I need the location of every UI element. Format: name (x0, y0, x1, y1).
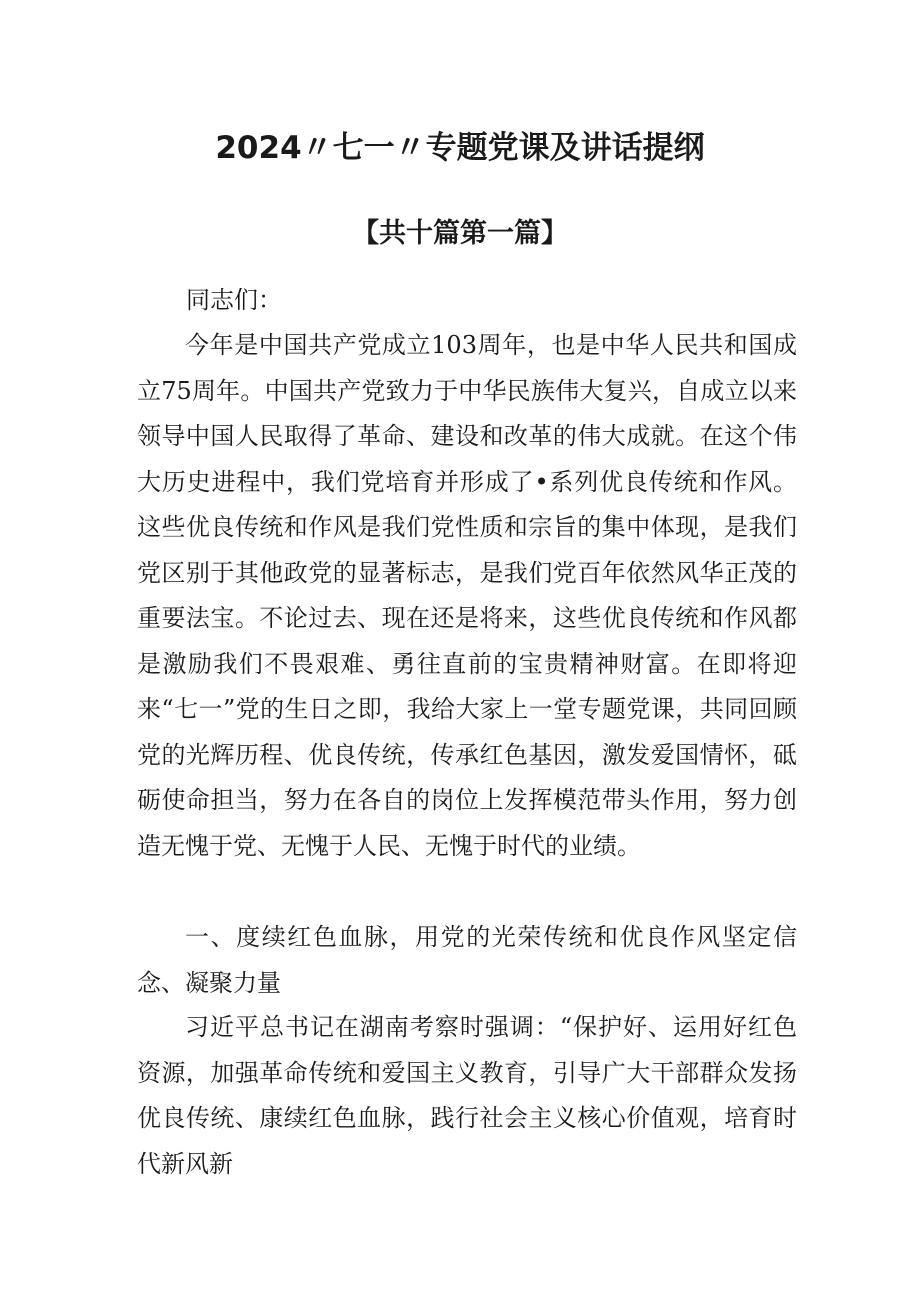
document-title: 2024〃七一〃专题党课及讲话提纲 (215, 130, 705, 166)
greeting: 同志们： (186, 286, 282, 314)
paragraph-intro: 今年是中国共产党成立103周年，也是中华人民共和国成立75周年。中国共产党致力于中华民族伟大复兴，自成立以来领导中国人民取得了革命、建设和改革的伟大成就。在这个伟大历史进程中，我们党培育并形成了•系列优良传统和作风。这些优良传统和作风是我们党性质和宗旨的集中体现，是我们党区别于其他政党的显著标志，是我们党百年依然风华正茂的重要法宝。不论过去、现在还是将来，这些优良传统和作风都是激励我们不畏艰难、勇往直前的宝贵精神财富。在即将迎来“七一”党的生日之即，我给大家上一堂专题党课，共同回顾党的光辉历程、优良传统，传承红色基因，激发爱国情怀，砥砺使命担当，努力在各自的岗位上发挥模范带头作用，努力创造无愧于党、无愧于人民、无愧于时代的业绩。 (137, 331, 797, 860)
document-subtitle: 【共十篇第一篇】 (352, 218, 568, 249)
section-heading-1: 一、度续红色血脉，用党的光荣传统和优良作风坚定信念、凝聚力量 (137, 923, 797, 997)
paragraph-quote: 习近平总书记在湖南考察时强调：“保护好、运用好红色资源，加强革命传统和爱国主义教育，引导广大干部群众发扬优良传统、康续红色血脉，践行社会主义核心价值观，培育时代新风新 (137, 1013, 797, 1178)
